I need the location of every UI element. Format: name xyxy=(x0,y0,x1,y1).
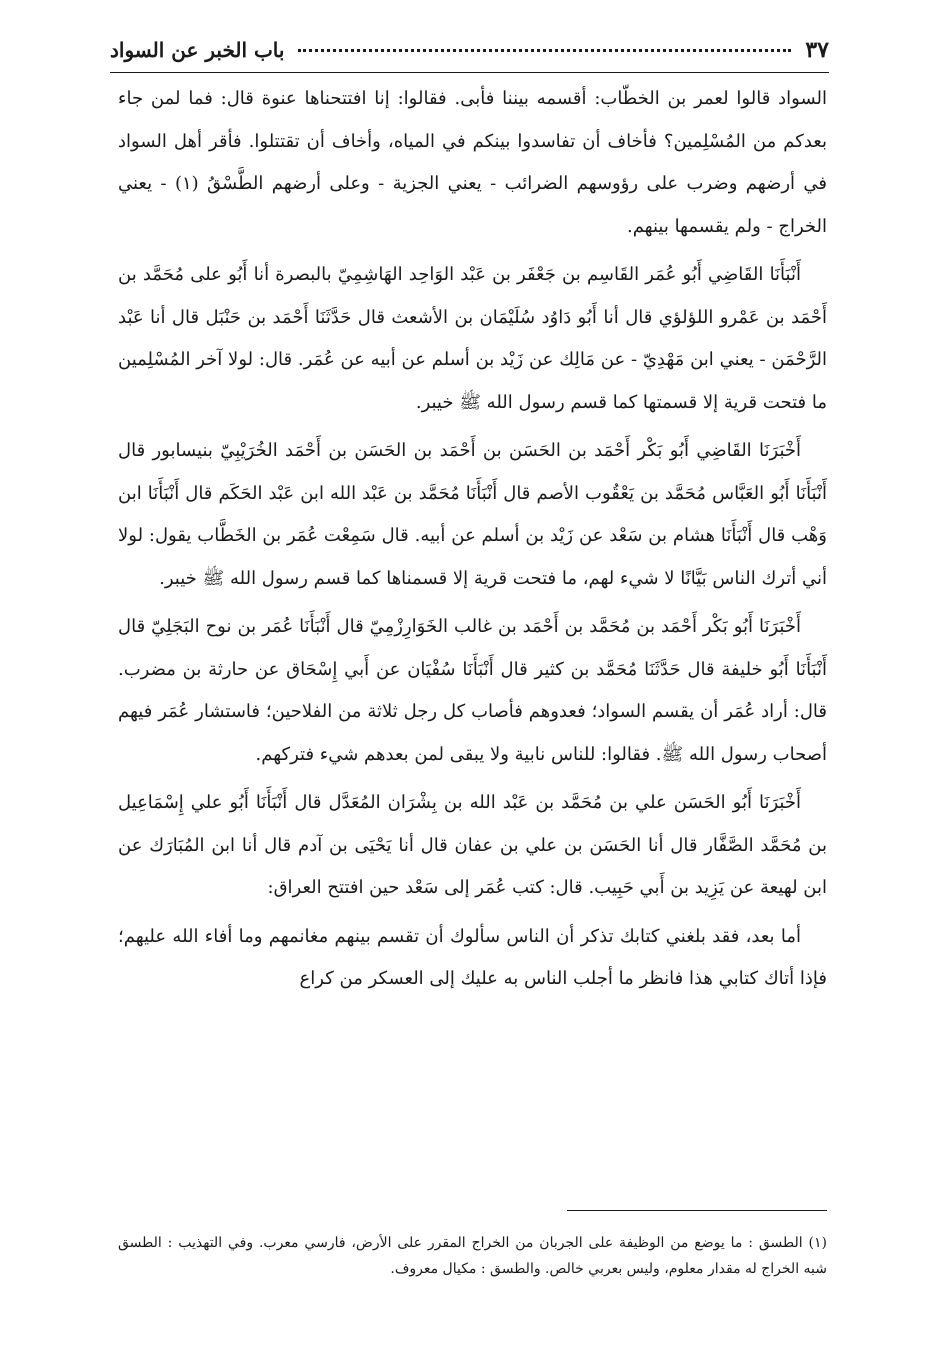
chapter-title: باب الخبر عن السواد xyxy=(110,38,285,62)
leader-dots xyxy=(298,48,791,52)
paragraph: أَنْبَأَنَا القَاضِي أَبُو عُمَر القَاسِم بن جَعْفَر بن عَبْد الوَاحِد الهَاشِمِيّ بالبصرة أنا أَبُو على مُحَمَّد بن أَحْمَد بن عَمْرو اللؤلؤي قال أنا أَبُو دَاوُد سُلَيْمَان بن الأشعث قال حَدَّثَنَا أَحْمَد بن حَنْبَل قال أنا عَبْد الرَّحْمَن - يعني ابن مَهْدِيّ - عن مَالِك عن زَيْد بن أسلم عن أبيه عن عُمَر. قال: لولا آخر المُسْلِمين ما فتحت قرية إلا قسمتها كما قسم رسول الله ﷺ خيبر. xyxy=(118,264,827,413)
paragraph: أَخْبَرَنَا أَبُو الحَسَن علي بن مُحَمَّد بن عَبْد الله بن بِشْرَان المُعَدَّل قال أَنْبَأَنَا أَبُو علي إِسْمَاعِيل بن مُحَمَّد الصَّفَّار قال أنا الحَسَن بن علي بن عفان قال أنا يَحْيَى بن آدم قال أنا ابن المُبَارَك عن ابن لهيعة عن يَزِيد بن أَبي حَبِيب. قال: كتب عُمَر إلى سَعْد حين افتتح العراق: xyxy=(118,792,827,898)
page-number: ٣٧ xyxy=(805,37,829,63)
footnote: (١) الطسق : ما يوضع من الوظيفة على الجربان من الخراج المقرر على الأرض، فارسي معرب. وفي التهذيب : الطسق شبه الخراج له مقدار معلوم، وليس بعربي خالص. والطسق : مكيال معروف. xyxy=(118,1235,827,1277)
header-rule xyxy=(110,72,829,73)
paragraph: أَخْبَرَنَا أَبُو بَكْر أَحْمَد بن مُحَمَّد بن أَحْمَد بن غالب الخَوَارِزْمِيّ قال أَنْبَأَنَا عُمَر بن نوح البَجَلِيّ قال أَنْبَأَنَا أَبُو خليفة قال حَدَّثَنَا مُحَمَّد بن كثير قال أَنْبَأَنَا سُفْيَان عن أَبي إِسْحَاق عن حارثة بن مضرب. قال: أراد عُمَر أن يقسم السواد؛ فعدوهم فأصاب كل رجل ثلاثة من الفلاحين؛ فاستشار عُمَر فيهم أصحاب رسول الله ﷺ. فقالوا: للناس نابية ولا يبقى لمن بعدهم شيء فتركهم. xyxy=(118,616,827,765)
paragraph: السواد قالوا لعمر بن الخطّاب: أقسمه بيننا فأبى. فقالوا: إنا افتتحناها عنوة قال: فما لمن جاء بعدكم من المُسْلِمين؟ فأخاف أن تفاسدوا بينكم في المياه، وأخاف أن تقتتلوا. فأقر أهل السواد في أرضهم وضرب على رؤوسهم الضرائب - يعني الجزية - وعلى أرضهم الطَّسْقُ (١) - يعني الخراج - ولم يقسمها بينهم. xyxy=(118,88,827,237)
running-header xyxy=(110,30,829,70)
main-text xyxy=(118,78,827,1007)
footnotes xyxy=(118,1230,827,1282)
footnote-rule xyxy=(567,1210,827,1211)
paragraph: أَخْبَرَنَا القَاضِي أَبُو بَكْر أَحْمَد بن الحَسَن بن أَحْمَد بن الحَسَن بن أَحْمَد الخُرَيْبِيّ بنيسابور قال أَنْبَأَنَا أَبُو العَبَّاس مُحَمَّد بن يَعْقُوب الأصم قال أَنْبَأَنَا مُحَمَّد بن عَبْد الله ابن عَبْد الحَكَم قال أَنْبَأَنَا ابن وَهْب قال أَنْبَأَنَا هشام بن سَعْد عن زَيْد بن أسلم عن أبيه. قال سَمِعْت عُمَر بن الخَطَّاب يقول: لولا أني أترك الناس بَيَّانًا لا شيء لهم، ما فتحت قرية إلا قسمناها كما قسم رسول الله ﷺ خيبر. xyxy=(118,440,827,589)
paragraph: أما بعد، فقد بلغني كتابك تذكر أن الناس سألوك أن تقسم بينهم مغانمهم وما أفاء الله عليهم؛ فإذا أتاك كتابي هذا فانظر ما أجلب الناس به عليك إلى العسكر من كراع xyxy=(118,925,827,989)
